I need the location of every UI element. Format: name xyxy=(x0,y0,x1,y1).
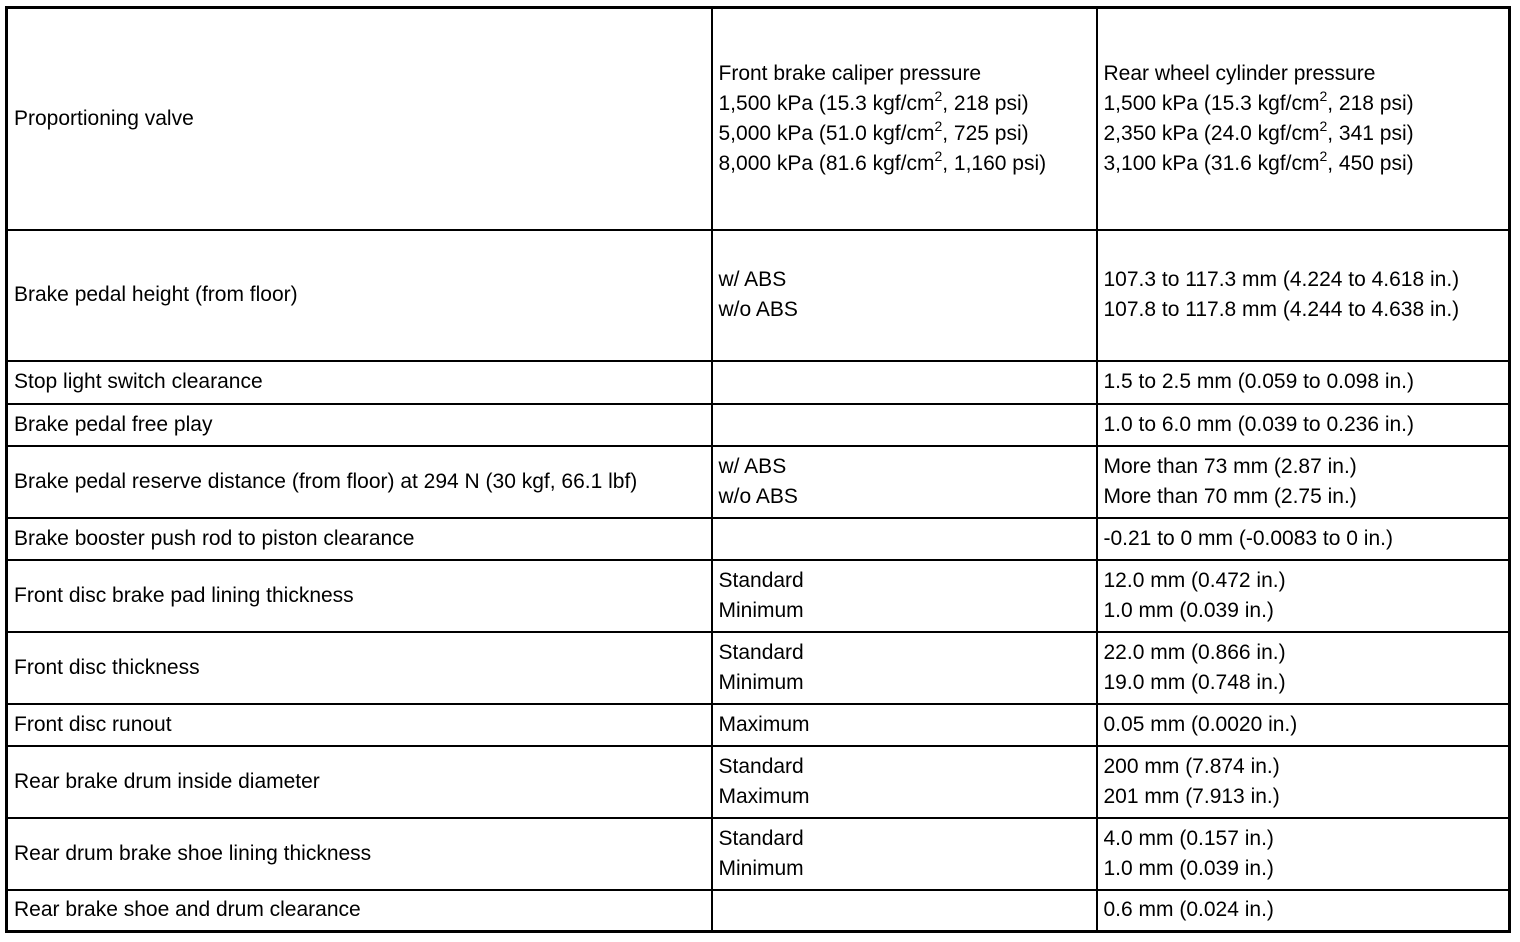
spec-line: 1,500 kPa (15.3 kgf/$cm^2$, 218 psi) xyxy=(1103,87,1414,115)
superscript: 2 xyxy=(934,147,943,164)
condition-cell xyxy=(712,746,1097,818)
item-label: Stop light switch clearance xyxy=(14,370,263,393)
spec-line: 2,350 kPa (24.0 kgf/$cm^2$, 341 psi) xyxy=(1103,117,1414,145)
condition-cell xyxy=(712,890,1097,932)
condition-line: Standard xyxy=(718,568,804,592)
table-row xyxy=(7,560,1510,632)
spec-line: 1.5 to 2.5 mm (0.059 to 0.098 in.) xyxy=(1103,370,1415,393)
table-row xyxy=(7,746,1510,818)
condition-line: w/ ABS xyxy=(718,454,787,478)
table-row xyxy=(7,446,1510,518)
condition-cell xyxy=(712,518,1097,560)
condition-cell xyxy=(712,818,1097,890)
item-cell xyxy=(7,8,712,230)
superscript: 2 xyxy=(934,87,943,104)
spec-line: 1.0 mm (0.039 in.) xyxy=(1103,856,1274,880)
spec-line: 107.3 to 117.3 mm (4.224 to 4.618 in.) xyxy=(1103,268,1460,291)
table-row xyxy=(7,518,1510,560)
condition-cell xyxy=(712,404,1097,446)
table-row xyxy=(7,818,1510,890)
spec-line: 201 mm (7.913 in.) xyxy=(1103,784,1280,808)
item-cell xyxy=(7,632,712,704)
table-row xyxy=(7,632,1510,704)
spec-cell xyxy=(1097,890,1510,932)
spec-cell xyxy=(1097,361,1510,404)
item-cell xyxy=(7,518,712,560)
item-cell xyxy=(7,560,712,632)
table-body xyxy=(7,8,1510,932)
condition-cell xyxy=(712,632,1097,704)
item-label: Rear brake shoe and drum clearance xyxy=(14,898,361,922)
table-row xyxy=(7,404,1510,446)
spec-cell xyxy=(1097,446,1510,518)
item-cell xyxy=(7,404,712,446)
condition-cell xyxy=(712,361,1097,404)
condition-cell xyxy=(712,560,1097,632)
item-label: Brake booster push rod to piston clearance xyxy=(14,526,415,550)
condition-cell xyxy=(712,230,1097,361)
spec-cell xyxy=(1097,518,1510,560)
spec-cell xyxy=(1097,230,1510,361)
item-cell xyxy=(7,361,712,404)
condition-cell xyxy=(712,704,1097,746)
item-cell xyxy=(7,446,712,518)
condition-line: w/o ABS xyxy=(718,298,798,321)
item-label: Front disc runout xyxy=(14,712,172,736)
superscript: 2 xyxy=(1319,147,1328,164)
condition-line: 5,000 kPa (51.0 kgf/$cm^2$, 725 psi) xyxy=(718,117,1029,145)
item-cell xyxy=(7,230,712,361)
spec-line: 3,100 kPa (31.6 kgf/$cm^2$, 450 psi) xyxy=(1103,147,1414,175)
spec-line: 0.6 mm (0.024 in.) xyxy=(1103,898,1274,922)
spec-cell xyxy=(1097,704,1510,746)
table-row xyxy=(7,8,1510,230)
spec-line: 0.05 mm (0.0020 in.) xyxy=(1103,712,1298,736)
item-cell xyxy=(7,704,712,746)
item-label: Proportioning valve xyxy=(14,106,194,130)
item-label: Brake pedal free play xyxy=(14,412,213,436)
condition-cell xyxy=(712,446,1097,518)
condition-line: Standard xyxy=(718,754,804,778)
item-label: Brake pedal height (from floor) xyxy=(14,283,298,306)
condition-line: Standard xyxy=(718,826,804,850)
condition-line: 8,000 kPa (81.6 kgf/$cm^2$, 1,160 psi) xyxy=(718,147,1047,175)
condition-line: Maximum xyxy=(718,712,810,736)
brake-specification-table xyxy=(5,6,1511,933)
table-row xyxy=(7,890,1510,932)
table-row xyxy=(7,230,1510,361)
spec-line: 200 mm (7.874 in.) xyxy=(1103,754,1280,778)
item-label: Rear drum brake shoe lining thickness xyxy=(14,841,372,865)
item-label: Front disc brake pad lining thickness xyxy=(14,583,354,607)
superscript: 2 xyxy=(1319,117,1328,134)
condition-line: Minimum xyxy=(718,598,804,622)
spec-line: Rear wheel cylinder pressure xyxy=(1103,61,1376,85)
superscript: 2 xyxy=(934,117,943,134)
condition-line: Minimum xyxy=(718,670,804,694)
spec-line: More than 70 mm (2.75 in.) xyxy=(1103,484,1357,508)
table-row xyxy=(7,361,1510,404)
spec-line: 19.0 mm (0.748 in.) xyxy=(1103,670,1286,694)
condition-cell xyxy=(712,8,1097,230)
condition-line: 1,500 kPa (15.3 kgf/$cm^2$, 218 psi) xyxy=(718,87,1029,115)
condition-line: Maximum xyxy=(718,784,810,808)
item-cell xyxy=(7,746,712,818)
item-label: Brake pedal reserve distance (from floor) at 294 N (30 kgf, 66.1 lbf) xyxy=(14,469,638,493)
item-label: Rear brake drum inside diameter xyxy=(14,769,320,793)
condition-line: Front brake caliper pressure xyxy=(718,61,982,85)
spec-line: 1.0 mm (0.039 in.) xyxy=(1103,598,1274,622)
superscript: 2 xyxy=(1319,87,1328,104)
spec-line: 1.0 to 6.0 mm (0.039 to 0.236 in.) xyxy=(1103,412,1415,436)
spec-line: 107.8 to 117.8 mm (4.244 to 4.638 in.) xyxy=(1103,298,1460,321)
item-label: Front disc thickness xyxy=(14,655,200,679)
spec-cell xyxy=(1097,404,1510,446)
item-cell xyxy=(7,818,712,890)
spec-line: More than 73 mm (2.87 in.) xyxy=(1103,454,1357,478)
spec-line: 22.0 mm (0.866 in.) xyxy=(1103,640,1286,664)
table-row xyxy=(7,704,1510,746)
spec-line: -0.21 to 0 mm (-0.0083 to 0 in.) xyxy=(1103,526,1393,550)
spec-cell xyxy=(1097,560,1510,632)
spec-cell xyxy=(1097,632,1510,704)
condition-line: Standard xyxy=(718,640,804,664)
condition-line: w/ ABS xyxy=(718,268,787,291)
spec-cell xyxy=(1097,746,1510,818)
spec-cell xyxy=(1097,818,1510,890)
condition-line: w/o ABS xyxy=(718,484,798,508)
condition-line: Minimum xyxy=(718,856,804,880)
spec-line: 12.0 mm (0.472 in.) xyxy=(1103,568,1286,592)
spec-cell xyxy=(1097,8,1510,230)
item-cell xyxy=(7,890,712,932)
spec-line: 4.0 mm (0.157 in.) xyxy=(1103,826,1274,850)
